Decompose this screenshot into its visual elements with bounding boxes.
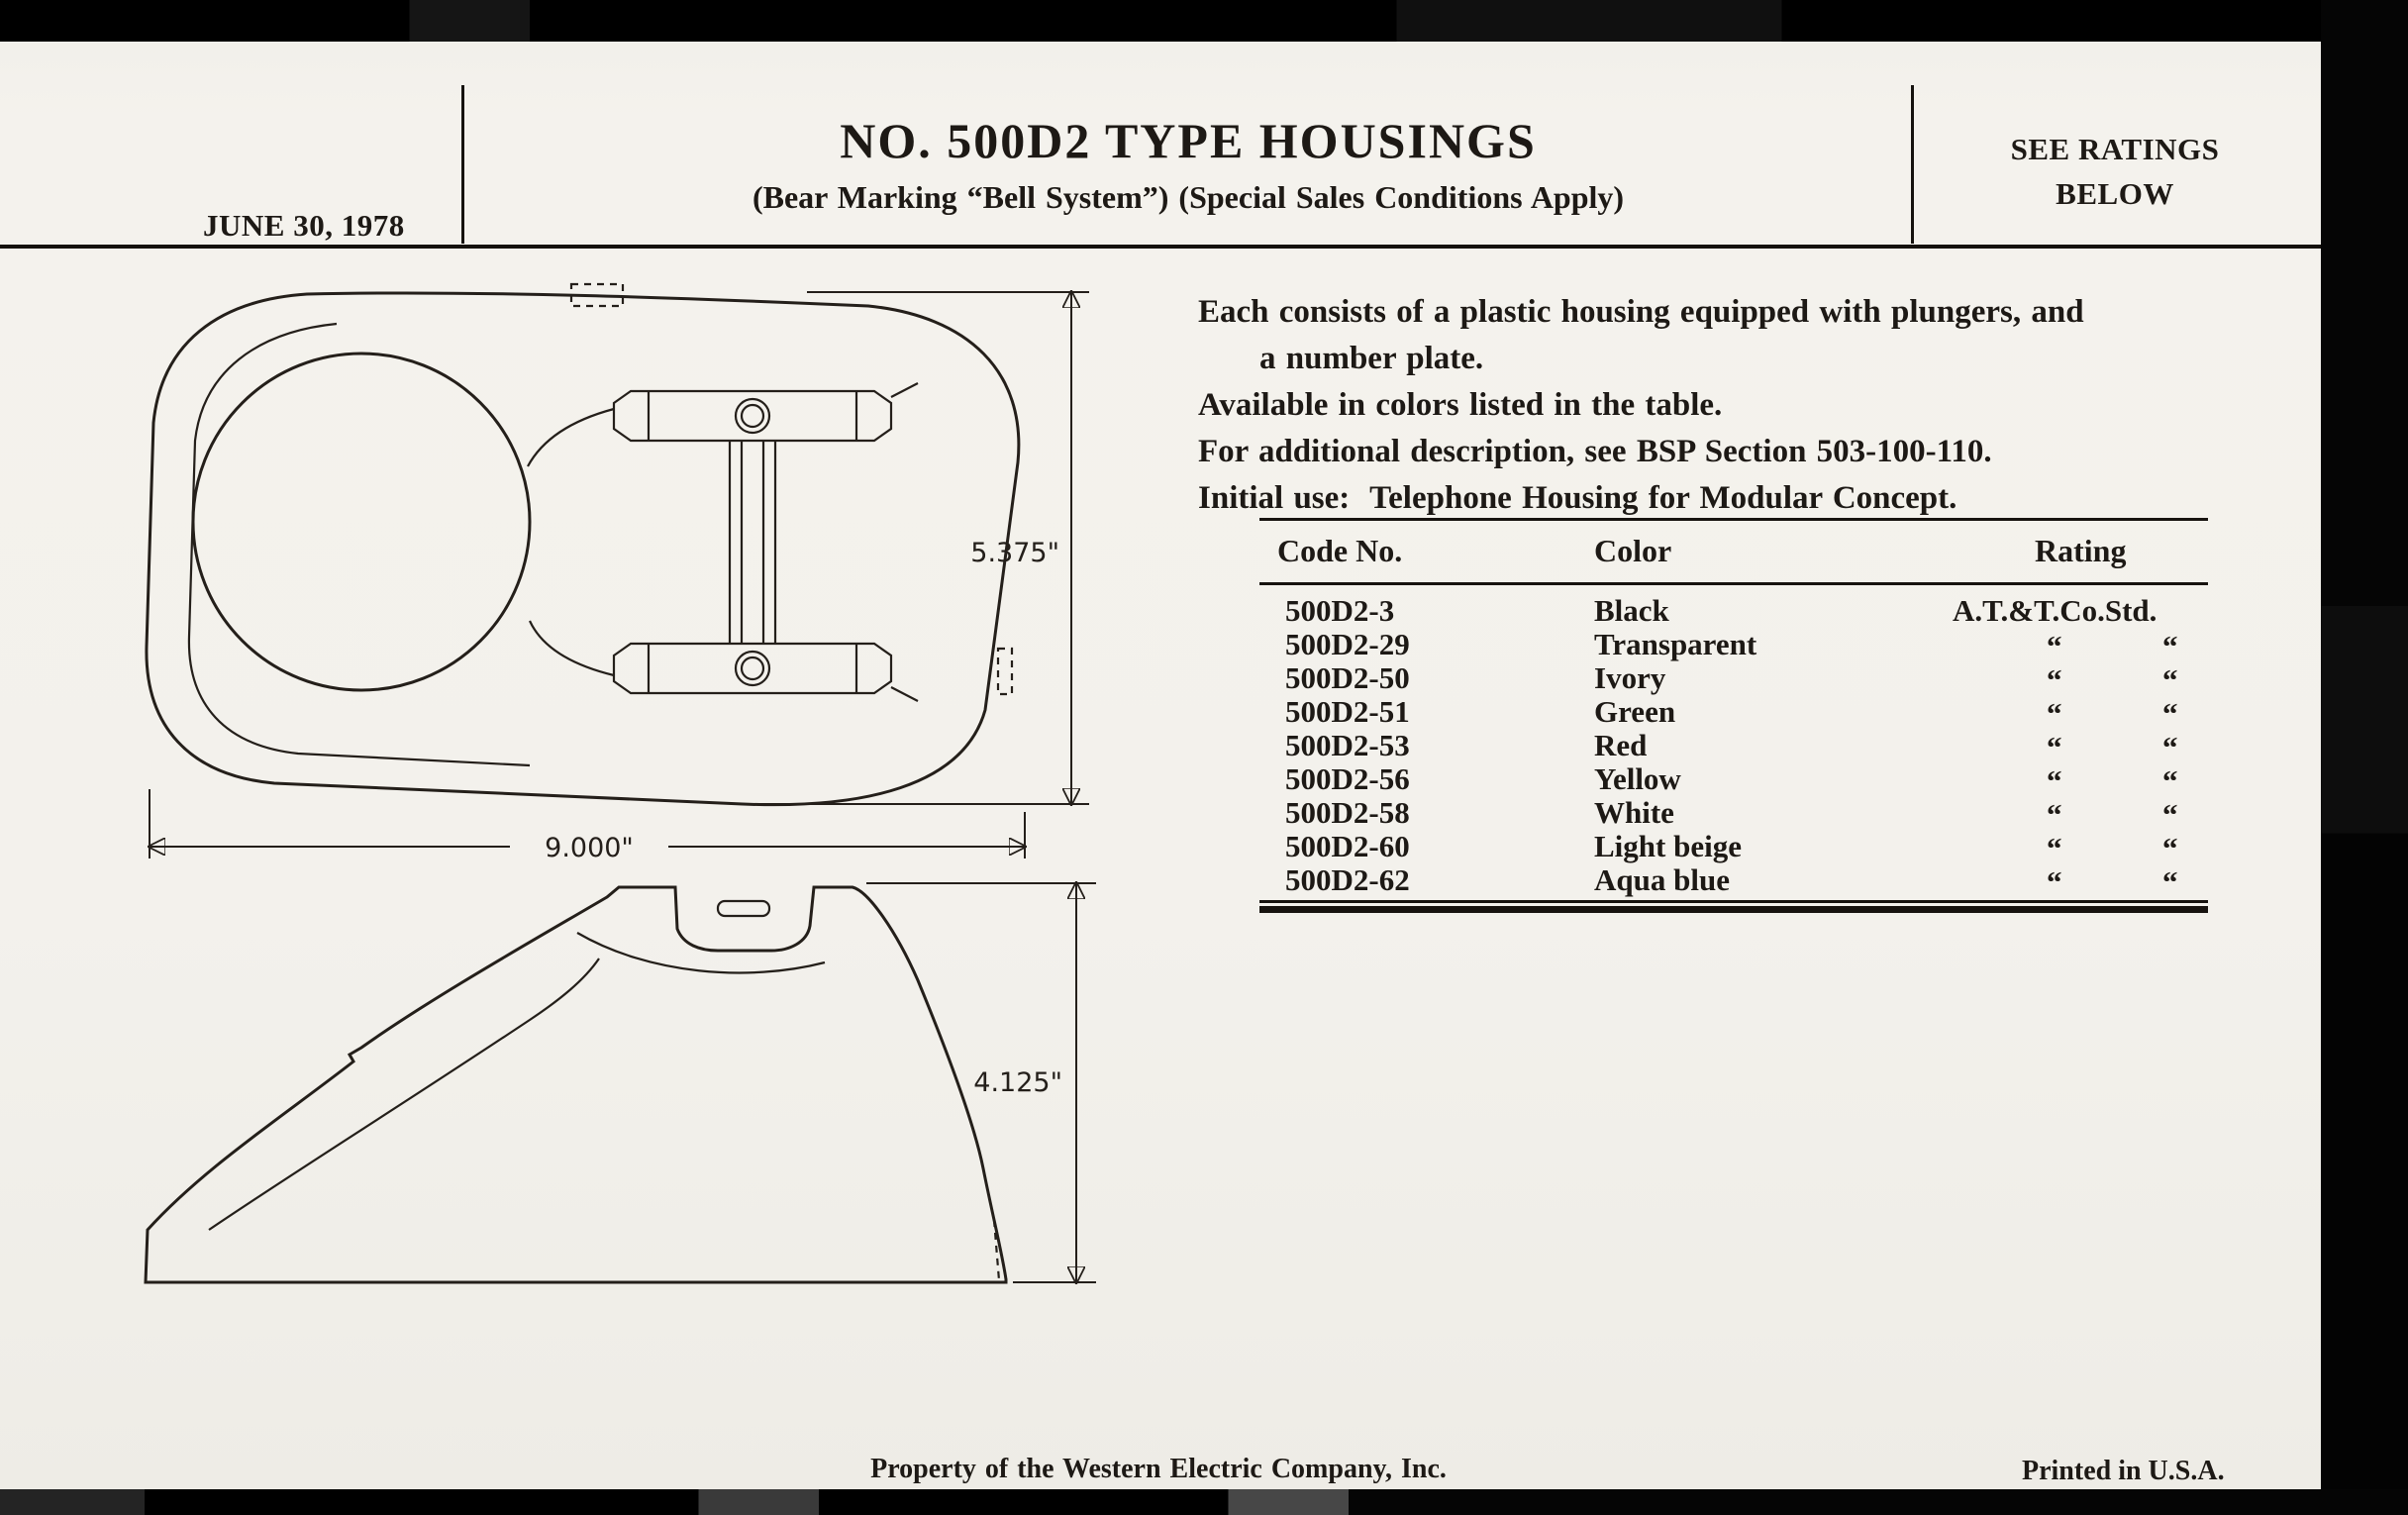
color-cell: Ivory: [1594, 660, 1666, 695]
table-row: [1259, 761, 2208, 798]
color-cell: White: [1594, 795, 1674, 830]
page-subtitle: (Bear Marking “Bell System”) (Special Sales Conditions Apply): [752, 179, 1625, 215]
printed-note: Printed in U.S.A.: [2022, 1456, 2225, 1486]
code-cell: 500D2-56: [1285, 761, 1410, 796]
color-cell: Transparent: [1594, 627, 1757, 661]
ditto-mark: “: [2162, 831, 2178, 865]
rating-cell: [1953, 829, 2208, 865]
ditto-mark: “: [2047, 730, 2062, 764]
ditto-mark: “: [2162, 864, 2178, 899]
table-row: [1259, 660, 2208, 697]
ditto-mark: “: [2047, 662, 2062, 697]
ditto-mark: “: [2047, 629, 2062, 663]
code-cell: 500D2-50: [1285, 660, 1410, 695]
ditto-mark: “: [2162, 797, 2178, 832]
plunger-assembly: [528, 284, 1012, 701]
rating-cell: [1953, 862, 2208, 899]
code-cell: 500D2-51: [1285, 694, 1410, 729]
code-cell: 500D2-29: [1285, 627, 1410, 661]
color-cell: Black: [1594, 593, 1669, 628]
rating-cell: [1953, 761, 2208, 798]
description-line: Each consists of a plastic housing equipped with plungers, and: [1198, 294, 2084, 330]
description-line: Initial use: Telephone Housing for Modular Concept.: [1198, 480, 1957, 516]
table-header-row: [1259, 521, 2208, 582]
table-row: [1259, 728, 2208, 764]
page-title: NO. 500D2 TYPE HOUSINGS: [840, 113, 1537, 168]
color-cell: Red: [1594, 728, 1648, 762]
ratings-note-line1: SEE RATINGS: [2010, 132, 2220, 166]
scan-artifact-top-bar: [0, 0, 2408, 42]
ditto-mark: “: [2047, 864, 2062, 899]
color-cell: Green: [1594, 694, 1676, 729]
table-row: [1259, 829, 2208, 865]
rating-cell: [1953, 627, 2208, 663]
header-divider-left: [461, 85, 464, 244]
top-view-width-dim: 9.000": [545, 833, 634, 863]
code-cell: 500D2-58: [1285, 795, 1410, 830]
top-view-height-dim: 5.375": [970, 538, 1059, 568]
title-block: [465, 112, 1911, 216]
ratings-note-line2: BELOW: [2056, 176, 2174, 211]
table-row: [1259, 593, 2208, 627]
handset-rest-detail: [718, 901, 769, 916]
table-row: [1259, 694, 2208, 731]
rating-cell: [1953, 660, 2208, 697]
table-bottom-rule: [1259, 900, 2208, 913]
ditto-mark: “: [2047, 763, 2062, 798]
ditto-mark: “: [2162, 629, 2178, 663]
ditto-mark: “: [2162, 696, 2178, 731]
ditto-mark: “: [2047, 831, 2062, 865]
column-header-code: Code No.: [1277, 533, 1403, 568]
code-cell: 500D2-3: [1285, 593, 1395, 628]
ratings-table: [1259, 518, 2208, 913]
ditto-mark: “: [2162, 763, 2178, 798]
scan-artifact-right-bar: [2321, 0, 2408, 1515]
color-cell: Yellow: [1594, 761, 1681, 796]
column-header-rating: Rating: [2035, 533, 2127, 568]
table-body: [1259, 585, 2208, 900]
ditto-mark: “: [2162, 730, 2178, 764]
ditto-mark: “: [2047, 797, 2062, 832]
table-row: [1259, 795, 2208, 832]
issue-date: JUNE 30, 1978: [203, 208, 405, 243]
ditto-mark: “: [2047, 696, 2062, 731]
code-cell: 500D2-53: [1285, 728, 1410, 762]
ditto-mark: “: [2162, 662, 2178, 697]
header-rule: [0, 245, 2321, 249]
dial-area-circle: [193, 354, 530, 690]
description-block: [1198, 289, 2327, 522]
side-view-height-dim: 4.125": [973, 1067, 1062, 1098]
table-row: [1259, 627, 2208, 663]
rating-cell: [1953, 795, 2208, 832]
scan-artifact-bottom-bar: [0, 1489, 2408, 1515]
ratings-note: [1913, 127, 2317, 216]
description-line: Available in colors listed in the table.: [1198, 387, 1723, 423]
housing-side-outline: [146, 887, 1006, 1282]
code-cell: 500D2-62: [1285, 862, 1410, 897]
description-line: a number plate.: [1259, 341, 1484, 376]
color-cell: Aqua blue: [1594, 862, 1730, 897]
top-view-drawing: [114, 272, 1104, 906]
color-cell: Light beige: [1594, 829, 1742, 863]
housing-top-outline: [147, 293, 1019, 805]
rating-cell: [1953, 728, 2208, 764]
description-line: For additional description, see BSP Section 503-100-110.: [1198, 434, 1992, 469]
property-note: Property of the Western Electric Company, Inc.: [870, 1454, 1447, 1484]
rating-cell: [1953, 694, 2208, 731]
rating-cell: A.T.&T.Co.Std.: [1953, 593, 2157, 628]
dimension-annotations: [150, 292, 1089, 863]
side-view-drawing: [114, 871, 1134, 1317]
column-header-color: Color: [1594, 533, 1672, 568]
table-row: [1259, 862, 2208, 899]
code-cell: 500D2-60: [1285, 829, 1410, 863]
